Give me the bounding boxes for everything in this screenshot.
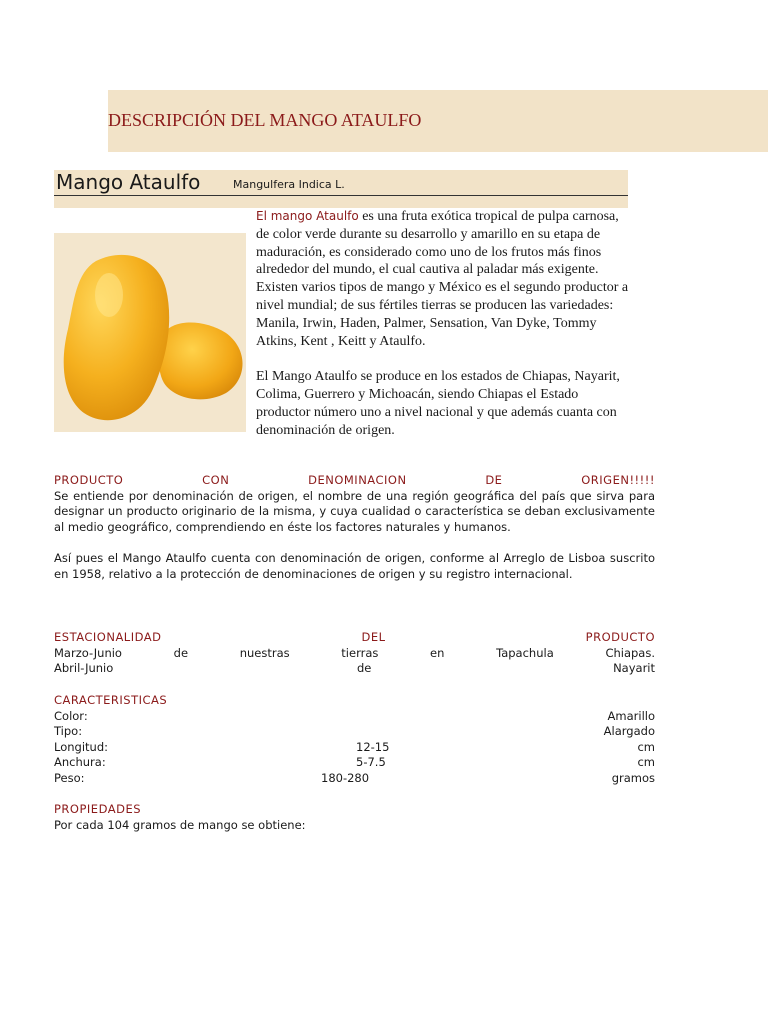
season-word: Marzo-Junio [54,645,122,660]
char-unit: cm [637,755,655,770]
heading-word: DE [485,473,503,487]
char-unit: cm [637,739,655,754]
denominacion-section [54,473,655,582]
denominacion-paragraph-1: Se entiende por denominación de origen, el nombre de una región geográfica del país que sirva para designar un producto originario de la misma, y cuya cualidad o característica se deban exclusivamente al medio geográfico, comprendiendo en éste los factores naturales y humanos. [54,488,655,534]
char-value: 12-15 [356,739,390,754]
heading-word: CON [202,473,230,487]
mango-illustration [54,233,246,432]
intro-text [256,208,632,458]
season-word: de [357,661,372,676]
season-word: nuestras [239,645,290,660]
season-word: Chiapas. [605,645,655,660]
propiedades-heading: PROPIEDADES [54,802,142,816]
char-label: Tipo: [54,724,83,739]
char-row-tipo [54,724,655,740]
char-unit: Amarillo [607,708,655,723]
heading-word: PRODUCTO [585,630,655,644]
product-name: Mango Ataulfo [56,170,201,194]
char-value: 180-280 [321,770,370,785]
estacionalidad-section [54,630,655,677]
season-word: Tapachula [496,645,554,660]
heading-word: PRODUCTO [54,473,124,487]
char-label: Peso: [54,770,85,785]
page-title: DESCRIPCIÓN DEL MANGO ATAULFO [108,110,422,130]
char-label: Color: [54,708,88,723]
intro-paragraph-1 [256,208,632,350]
mango-image [54,233,246,432]
char-unit: Alargado [603,724,655,739]
heading-word: DENOMINACION [308,473,407,487]
intro-highlight: El mango Ataulfo [256,209,359,223]
estacionalidad-heading [54,630,655,646]
season-word: en [430,645,445,660]
char-label: Longitud: [54,739,108,754]
season-word: tierras [341,645,379,660]
char-row-color [54,709,655,725]
char-value: 5-7.5 [356,755,386,770]
char-label: Anchura: [54,755,106,770]
propiedades-section [54,802,655,833]
season-word: de [173,645,189,660]
char-row-anchura [54,755,655,771]
scientific-name: Mangulfera Indica L. [233,178,345,191]
season-word: Nayarit [613,661,655,676]
caracteristicas-heading: CARACTERISTICAS [54,693,168,707]
denominacion-paragraph-2: Así pues el Mango Ataulfo cuenta con denominación de origen, conforme al Arreglo de Lisboa suscrito en 1958, relativo a la protección de denominaciones de origen y su registro internacional. [54,550,655,581]
intro-paragraph-1-text: es una fruta exótica tropical de pulpa carnosa, de color verde durante su desarrollo y amarillo en su etapa de maduración, es considerado como uno de los frutos más finos alrededor del mundo, el cual cautiva al paladar más exigente. Existen varios tipos de mango y México es el segundo productor a nivel mundial; de sus fértiles tierras se producen las variedades: Manila, Irwin, Haden, Palmer, Sensation, Van Dyke, Tommy Atkins, Kent , Keitt y Ataulfo. [256,209,629,349]
heading-word: ORIGEN!!!!! [581,473,655,487]
char-row-peso [54,771,655,787]
heading-word: DEL [361,630,386,644]
season-word: Abril-Junio [54,661,114,676]
denominacion-heading [54,473,655,489]
caracteristicas-section [54,693,655,787]
char-row-longitud [54,740,655,756]
propiedades-text: Por cada 104 gramos de mango se obtiene: [54,817,306,832]
estacionalidad-line-2 [54,661,655,677]
heading-word: ESTACIONALIDAD [54,630,162,644]
name-divider [54,195,628,196]
estacionalidad-line-1 [54,646,655,662]
char-unit: gramos [611,770,655,785]
intro-paragraph-2: El Mango Ataulfo se produce en los estados de Chiapas, Nayarit, Colima, Guerrero y Michoacán, siendo Chiapas el Estado productor número uno a nivel nacional y que además cuanta con denominación de origen. [256,369,620,438]
